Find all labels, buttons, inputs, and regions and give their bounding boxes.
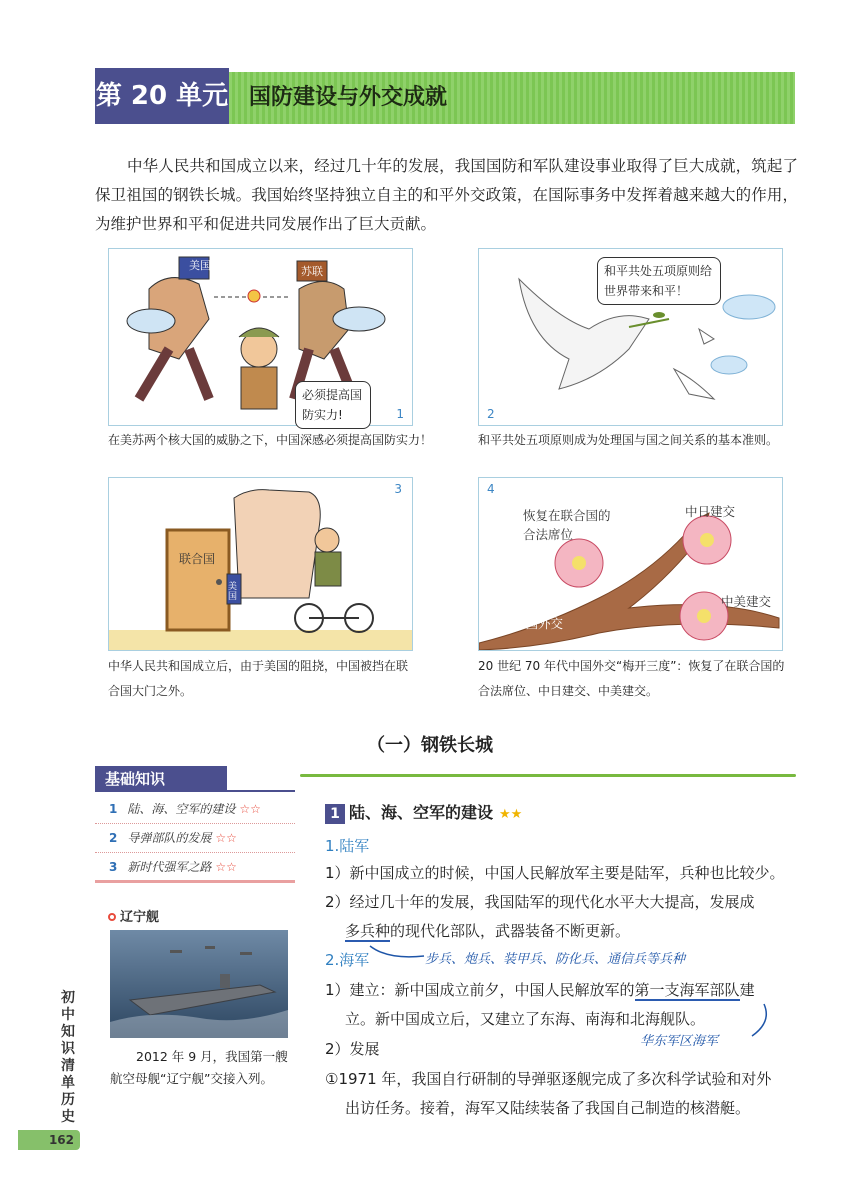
knowledge-list <box>95 795 295 882</box>
caption-1: 在美苏两个核大国的威胁之下，中国深感必须提高国防实力！ <box>108 433 433 447</box>
usa-cuff-label: 美国 <box>228 582 238 602</box>
liaoning-heading: 辽宁舰 <box>108 906 159 925</box>
panel-number: 4 <box>487 482 495 496</box>
underlined-term: 多兵种 <box>345 922 391 940</box>
caption-3: 中华人民共和国成立后，由于美国的阻挠，中国被挡在联合国大门之外。 <box>108 659 409 698</box>
panel-2 <box>478 248 783 426</box>
panel-number: 2 <box>487 407 495 421</box>
branch-label: 中国外交 <box>513 616 564 631</box>
intro-paragraph: 中华人民共和国成立以来，经过几十年的发展，我国国防和军队建设事业取得了巨大成就，筑起了保卫祖国的钢铁长城。我国始终坚持独立自主的和平外交政策，在国际事务中发挥着越来越大的作用，为维护世界和平和促进共同发展作出了巨大贡献。 <box>95 157 798 233</box>
cn-us-label: 中美建交 <box>721 594 772 609</box>
navy-point-3a: ①1971 年，我国自行研制的导弹驱逐舰完成了多次科学试验和对外 <box>325 1070 772 1088</box>
unit-number: 第 20 单元 <box>95 68 229 124</box>
list-item: 1 陆、海、空军的建设 ☆☆ <box>95 795 295 824</box>
underlined-term: 第一支海军部队 <box>634 981 740 999</box>
list-item: 3 新时代强军之路 ☆☆ <box>95 853 295 882</box>
list-item: 2 导弹部队的发展 ☆☆ <box>95 824 295 853</box>
unit-title-bar <box>229 72 795 124</box>
subsection-number: 1 <box>325 804 345 824</box>
list-bottom-rule <box>95 880 295 883</box>
unit-title: 国防建设与外交成就 <box>249 85 448 110</box>
navy-point-1b: 立。新中国成立后，又建立了东海、南海和北海舰队。 <box>345 1010 706 1028</box>
caption-2: 和平共处五项原则成为处理国与国之间关系的基本准则。 <box>478 433 779 447</box>
unit-banner <box>95 68 795 126</box>
section-title: （一）钢铁长城 <box>367 735 493 756</box>
army-point-2a: 2）经过几十年的发展，我国陆军的现代化水平大大提高，发展成 <box>325 893 755 911</box>
un-seat-label: 恢复在联合国的合法席位 <box>523 508 611 542</box>
book-title-vertical: 初中知识清单 历史 <box>61 990 75 1125</box>
header-underline <box>95 790 295 792</box>
un-door-label: 联合国 <box>179 552 216 566</box>
panel-number: 3 <box>394 482 402 496</box>
aircraft-carrier-photo <box>110 930 288 1038</box>
bullet-icon <box>108 913 116 921</box>
basic-knowledge-header: 基础知识 <box>95 766 227 792</box>
speech-bubble-2: 和平共处五项原则给世界带来和平！ <box>597 257 721 305</box>
army-heading: 1.陆军 <box>325 837 370 855</box>
navy-point-2: 2）发展 <box>325 1040 380 1058</box>
page-number: 162 <box>18 1130 80 1150</box>
handwritten-note-2: 华东军区海军 <box>640 1034 719 1049</box>
ussr-label: 苏联 <box>301 265 323 278</box>
subsection-heading: 1 陆、海、空军的建设 ★★ <box>325 800 522 824</box>
handwritten-note-1: 步兵、炮兵、装甲兵、防化兵、通信兵等兵种 <box>425 952 686 967</box>
caption-4: 20 世纪 70 年代中国外交“梅开三度”：恢复了在联合国的合法席位、中日建交、中美建交。 <box>478 659 785 698</box>
army-point-1: 1）新中国成立的时候，中国人民解放军主要是陆军，兵种也比较少。 <box>325 864 785 882</box>
star-icon: ★★ <box>499 807 523 822</box>
panel-1 <box>108 248 413 426</box>
carrier-image <box>110 930 288 1038</box>
speech-bubble-1: 必须提高国防实力! <box>295 381 371 429</box>
liaoning-caption: 2012 年 9 月，我国第一艘航空母舰“辽宁舰”交接入列。 <box>110 1049 288 1086</box>
un-door-illustration <box>109 478 412 650</box>
divider-line <box>300 774 796 777</box>
panel-4 <box>478 477 783 651</box>
panel-number: 1 <box>396 407 404 421</box>
navy-heading: 2.海军 <box>325 951 370 969</box>
army-point-2b: 多兵种的现代化部队，武器装备不断更新。 <box>345 922 631 940</box>
usa-label: 美国 <box>189 259 211 272</box>
navy-point-1a: 1）建立：新中国成立前夕，中国人民解放军的第一支海军部队建 <box>325 981 755 999</box>
cn-jp-label: 中日建交 <box>685 504 736 519</box>
navy-point-3b: 出访任务。接着，海军又陆续装备了我国自己制造的核潜艇。 <box>345 1099 751 1117</box>
panel-3 <box>108 477 413 651</box>
